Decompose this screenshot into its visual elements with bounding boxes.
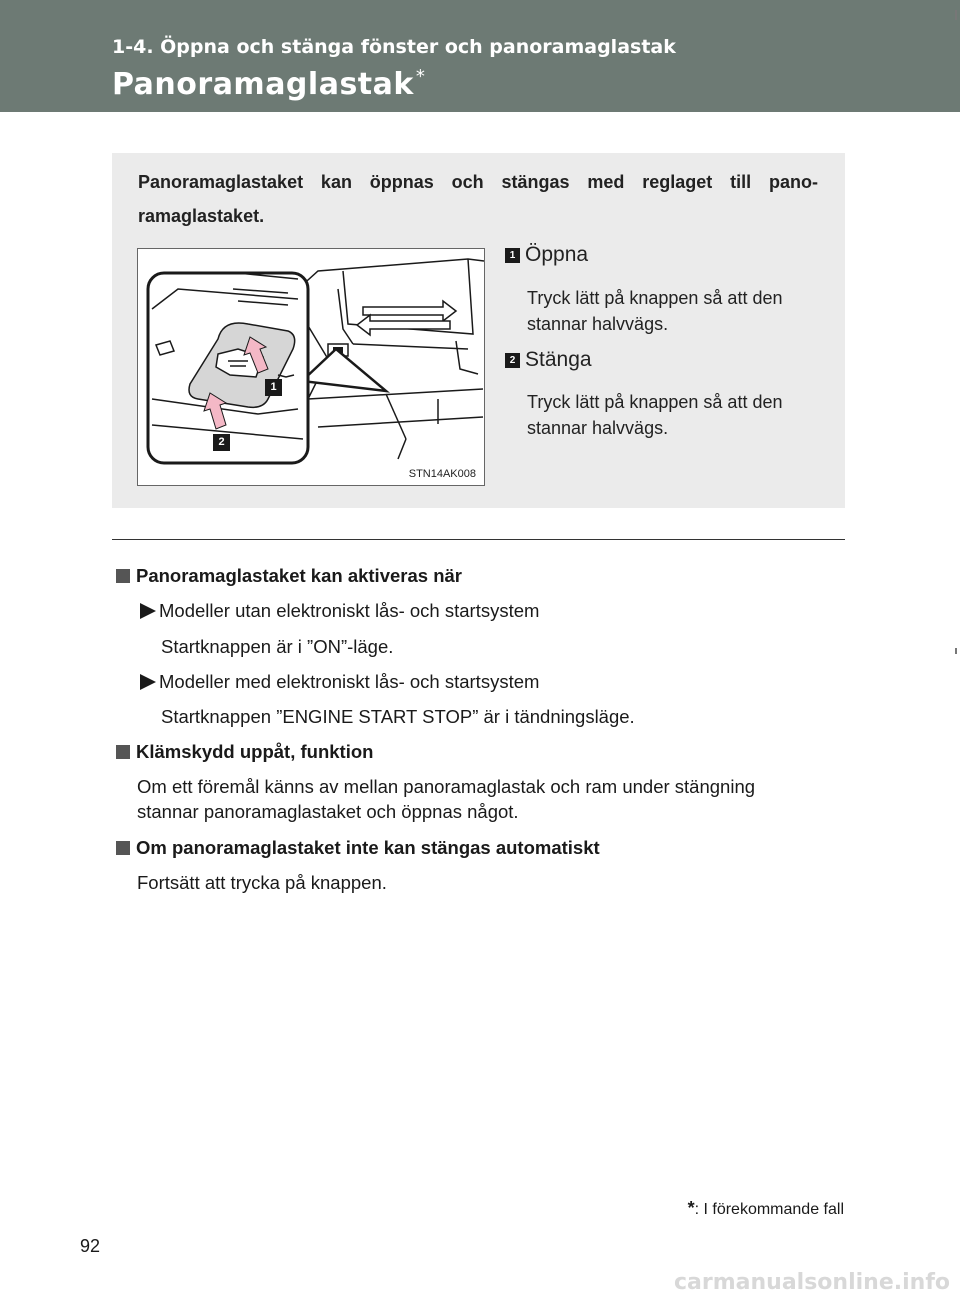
page-number: 92 (80, 1236, 101, 1256)
page-title (112, 66, 425, 102)
item-open-heading (505, 243, 588, 267)
number-badge: 2 (505, 353, 520, 368)
watermark: carmanualsonline.info (674, 1270, 950, 1295)
number-badge: 1 (505, 248, 520, 263)
crop-mark-mid (955, 648, 957, 654)
note-heading-activation: Panoramaglastaket kan aktiveras när (116, 565, 462, 587)
item-close-label: Stänga (525, 348, 592, 371)
illustration-drawing (138, 249, 484, 485)
footnote (688, 1198, 844, 1219)
figure-badge-1: 1 (265, 377, 282, 394)
chapter-header (0, 0, 960, 112)
section-title: 1-4. Öppna och stänga fönster och panoramaglastak (112, 36, 676, 58)
note-model-without: Modeller utan elektroniskt lås- och startsystem (140, 600, 539, 622)
asterisk-mark: * (415, 66, 426, 87)
square-bullet-icon (116, 569, 130, 583)
info-box (112, 153, 845, 508)
note-heading-pinch: Klämskydd uppåt, funktion (116, 741, 373, 763)
note-manual-close-text: Fortsätt att trycka på knappen. (137, 872, 387, 893)
intro-text: Panoramaglastaket kan öppnas och stängas med reglaget till pano-ramaglastaket. (138, 172, 818, 226)
note-model-with: Modeller med elektroniskt lås- och startsystem (140, 671, 539, 693)
footnote-text: : I förekommande fall (694, 1201, 844, 1218)
page-title-text: Panoramaglastak (112, 67, 414, 102)
square-bullet-icon (116, 745, 130, 759)
note-heading-manual-close: Om panoramaglastaket inte kan stängas automatiskt (116, 837, 600, 859)
triangle-arrow-icon (140, 674, 156, 690)
square-bullet-icon (116, 841, 130, 855)
figure-code: STN14AK008 (408, 468, 476, 480)
note-model-without-text: Startknappen är i ”ON”-läge. (161, 636, 394, 657)
note-pinch-line1: Om ett föremål känns av mellan panoramaglastak och ram under stängning (137, 776, 756, 797)
item-open-description: Tryck lätt på knappen så att den stannar halvvägs. (527, 288, 783, 334)
section-divider (112, 539, 845, 540)
asterisk-mark: * (687, 1198, 695, 1218)
item-close-description: Tryck lätt på knappen så att den stannar halvvägs. (527, 392, 783, 438)
item-close-heading (505, 348, 592, 372)
note-pinch-line2: stannar panoramaglastaket och öppnas något. (137, 801, 519, 822)
figure-badge-2: 2 (213, 432, 230, 449)
item-open-label: Öppna (525, 243, 589, 266)
triangle-arrow-icon (140, 603, 156, 619)
note-model-with-text: Startknappen ”ENGINE START STOP” är i tändningsläge. (161, 706, 635, 727)
roof-switch-illustration (137, 248, 485, 486)
crop-mark-top (955, 10, 957, 20)
